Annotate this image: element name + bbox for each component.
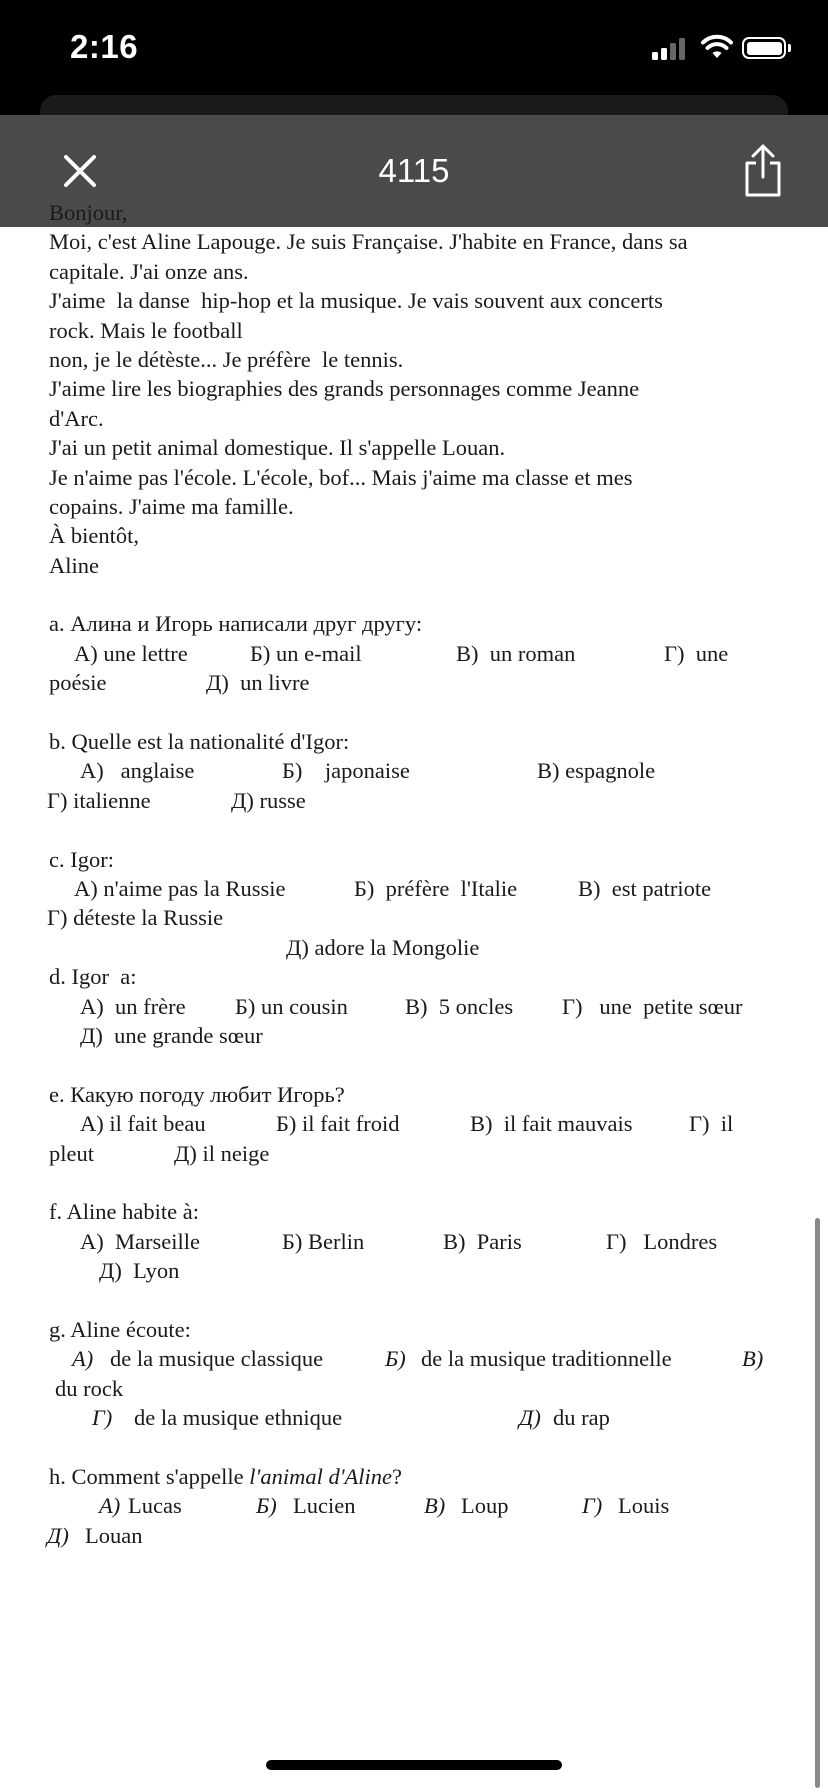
option-g-2: de la musique traditionnelle [421,1346,672,1372]
option-h-1-key: А) [99,1493,121,1519]
question-e: e. Какую погоду любит Игорь? [49,1081,345,1107]
letter-signature: Aline [49,552,99,578]
option-d-3: В) 5 oncles [405,993,514,1019]
option-h-3-key: В) [424,1493,446,1519]
option-e-1: А) il fait beau [80,1111,206,1137]
option-g-2-key: Б) [385,1346,406,1372]
battery-icon [742,37,786,59]
document-content[interactable] [0,200,828,1792]
option-h-2: Lucien [293,1493,356,1519]
option-b-5: Д) russe [231,787,306,813]
option-f-1: А) Marseille [80,1228,200,1254]
option-e-5: Д) il neige [174,1140,270,1166]
status-time: 2:16 [70,28,139,65]
letter-line: capitale. J'ai onze ans. [49,258,249,284]
option-e-2: Б) il fait froid [276,1111,400,1137]
question-h-text: h. Comment s'appelle [49,1463,250,1489]
option-b-2: Б) japonaise [282,758,410,784]
option-c-2: Б) préfère l'Italie [354,875,518,901]
letter-line: J'aime la danse hip-hop et la musique. Je vais souvent aux concerts [49,288,663,314]
option-a-4: Г) une [664,640,729,666]
wifi-icon [700,34,734,60]
share-icon[interactable] [740,143,786,199]
question-h-italic: l'animal d'Aline [249,1463,393,1489]
letter-line: copains. J'aime ma famille. [49,493,294,519]
scroll-indicator[interactable] [815,1218,820,1788]
option-h-5: Louan [85,1522,143,1548]
letter-line: J'ai un petit animal domestique. Il s'appelle Louan. [49,435,506,461]
option-d-1: А) un frère [80,993,186,1019]
home-indicator[interactable] [266,1760,562,1770]
question-b: b. Quelle est la nationalité d'Igor: [49,729,350,755]
letter-line: d'Arc. [49,405,104,431]
option-a-4-cont: poésie [49,670,107,696]
document-viewer [0,115,828,1792]
option-h-3: Loup [461,1493,509,1519]
option-c-1: А) n'aime pas la Russie [74,875,286,901]
question-a: a. Алина и Игорь написали друг другу: [49,611,423,637]
option-f-2: Б) Berlin [282,1228,365,1254]
letter-line: À bientôt, [49,523,139,549]
option-g-3: du rock [55,1375,124,1401]
option-e-4: Г) il [689,1111,734,1137]
option-g-3-key: В) [742,1346,764,1372]
option-b-4: Г) italienne [47,787,151,813]
question-f: f. Aline habite à: [49,1199,199,1225]
option-h-2-key: Б) [256,1493,277,1519]
option-c-5: Д) adore la Mongolie [286,934,480,960]
option-e-3: В) il fait mauvais [470,1111,633,1137]
option-h-4: Louis [618,1493,670,1519]
letter-line: J'aime lire les biographies des grands personnages comme Jeanne [49,376,640,402]
option-h-4-key: Г) [582,1493,603,1519]
letter-line: Je n'aime pas l'école. L'école, bof... Mais j'aime ma classe et mes [49,464,633,490]
option-h-5-key: Д) [47,1522,69,1548]
option-a-3: В) un roman [456,640,576,666]
option-b-1: А) anglaise [80,758,195,784]
option-b-3: В) espagnole [537,758,656,784]
option-g-5-key: Д) [519,1405,541,1431]
question-c: c. Igor: [49,846,114,872]
option-g-1: de la musique classique [110,1346,324,1372]
option-d-5: Д) une grande sœur [80,1022,263,1048]
option-h-1: Lucas [128,1493,182,1519]
option-d-2: Б) un cousin [235,993,348,1019]
option-f-3: В) Paris [443,1228,522,1254]
letter-line: Moi, c'est Aline Lapouge. Je suis Française. J'habite en France, dans sa [49,229,688,255]
option-a-5: Д) un livre [206,670,310,696]
option-g-5: du rap [553,1405,610,1431]
option-d-4: Г) une petite sœur [562,993,743,1019]
letter-line: rock. Mais le football [49,317,243,343]
option-g-1-key: А) [72,1346,94,1372]
option-g-4-key: Г) [92,1405,113,1431]
letter-line: non, je le détèste... Je préfère le tennis. [49,346,404,372]
option-c-4: Г) déteste la Russie [47,905,224,931]
question-d: d. Igor a: [49,964,137,990]
question-h-end: ? [392,1463,403,1489]
document-title: 4115 [378,152,450,189]
question-h [49,1462,402,1491]
battery-cap [788,44,791,52]
option-g-4: de la musique ethnique [134,1405,343,1431]
question-g: g. Aline écoute: [49,1316,191,1342]
option-f-5: Д) Lyon [99,1258,180,1284]
cut-line: Bonjour, [49,200,128,225]
option-c-3: В) est patriote [578,875,712,901]
option-a-2: Б) un e-mail [250,640,362,666]
option-f-4: Г) Londres [606,1228,718,1254]
cellular-signal-icon [652,38,688,60]
option-a-1: А) une lettre [74,640,188,666]
option-e-4-cont: pleut [49,1140,94,1166]
